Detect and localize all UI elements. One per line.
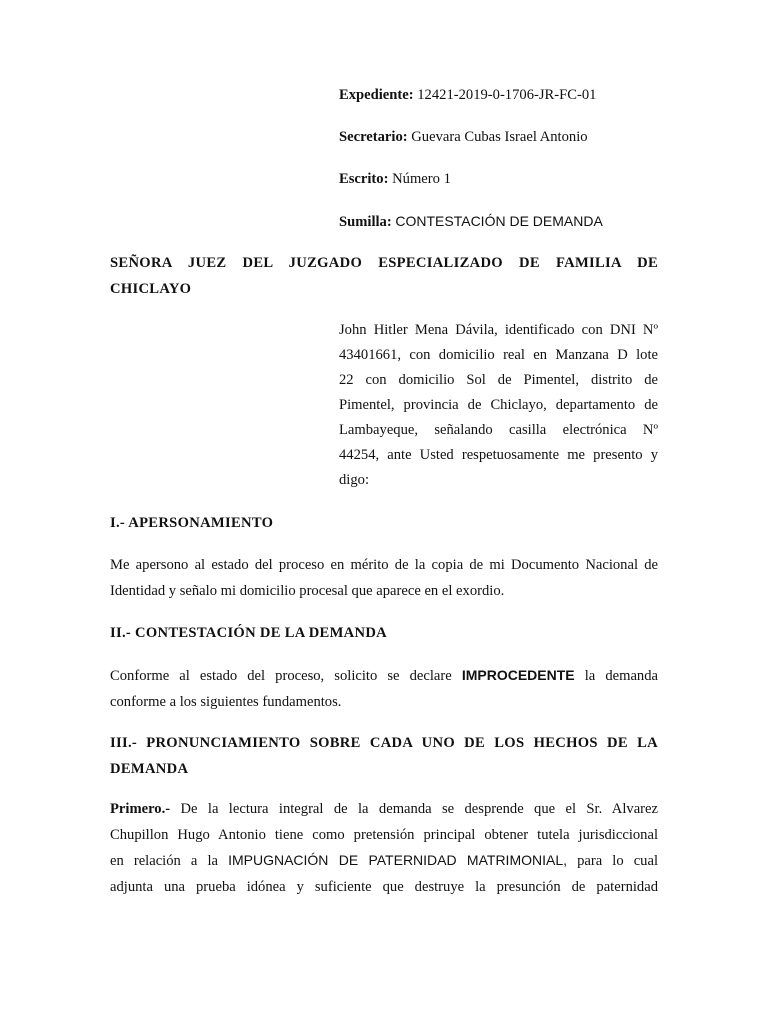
escrito-value: Número 1 xyxy=(392,171,451,187)
sumilla-value: CONTESTACIÓN DE DEMANDA xyxy=(395,213,603,229)
secretario-line xyxy=(339,128,588,146)
expediente-value: 12421-2019-0-1706-JR-FC-01 xyxy=(417,87,597,103)
primero-label: Primero.- xyxy=(110,801,171,817)
impugnacion-emphasis: IMPUGNACIÓN DE PATERNIDAD MATRIMONIAL, xyxy=(228,852,568,868)
sumilla-line xyxy=(339,212,603,231)
addressee-line-1: SEÑORA JUEZ DEL JUZGADO ESPECIALIZADO DE FAMILIA DE xyxy=(110,255,658,271)
expediente-label: Expediente: xyxy=(339,87,414,103)
section-3-line-3 xyxy=(110,848,658,875)
section-2-line-1-post: la demanda xyxy=(584,668,658,684)
section-3-line-1-text: De la lectura integral de la demanda se desprende que el Sr. Alvarez xyxy=(180,801,658,817)
intro-line: Pimentel, provincia de Chiclayo, departamento de xyxy=(339,397,658,413)
section-1-paragraph xyxy=(110,553,658,604)
intro-line: 43401661, con domicilio real en Manzana D lote xyxy=(339,347,658,363)
sumilla-label: Sumilla: xyxy=(339,214,392,230)
section-1-heading: I.- APERSONAMIENTO xyxy=(110,515,274,531)
secretario-label: Secretario: xyxy=(339,129,408,145)
section-1-line-2: Identidad y señalo mi domicilio procesal que aparece en el exordio. xyxy=(110,582,505,599)
section-2-heading: II.- CONTESTACIÓN DE LA DEMANDA xyxy=(110,625,388,641)
intro-line: 44254, ante Usted respetuosamente me presento y xyxy=(339,447,658,463)
intro-line: 22 con domicilio Sol de Pimentel, distrito de xyxy=(339,372,658,388)
section-3-heading-line-1: III.- PRONUNCIAMIENTO SOBRE CADA UNO DE LOS HECHOS DE LA xyxy=(110,735,658,751)
section-1-line-1: Me apersono al estado del proceso en mérito de la copia de mi Documento Nacional de xyxy=(110,557,658,573)
addressee-line-2: CHICLAYO xyxy=(110,280,192,297)
section-3-heading xyxy=(110,731,658,782)
intro-line: digo: xyxy=(339,472,369,488)
section-3-line-4: adjunta una prueba idónea y suficiente que destruye la presunción de paternidad xyxy=(110,878,658,895)
section-2-line-1 xyxy=(110,663,658,690)
section-3-paragraph xyxy=(110,797,658,900)
section-3-line-2: Chupillon Hugo Antonio tiene como pretensión principal obtener tutela jurisdiccional xyxy=(110,826,658,843)
intro-line: Lambayeque, señalando casilla electrónica Nº xyxy=(339,422,658,438)
escrito-line xyxy=(339,170,451,188)
section-3-heading-line-2: DEMANDA xyxy=(110,760,189,777)
section-2-paragraph xyxy=(110,663,658,715)
section-2-line-1-pre: Conforme al estado del proceso, solicito se declare xyxy=(110,668,452,684)
intro-paragraph xyxy=(339,318,658,493)
section-3-line-3-post: para lo cual xyxy=(577,853,658,869)
escrito-label: Escrito: xyxy=(339,171,389,187)
section-2-line-2: conforme a los siguientes fundamentos. xyxy=(110,693,342,710)
expediente-line xyxy=(339,86,596,104)
intro-line: John Hitler Mena Dávila, identificado con DNI Nº xyxy=(339,322,658,338)
addressee xyxy=(110,251,658,302)
secretario-value: Guevara Cubas Israel Antonio xyxy=(411,129,588,145)
improcedente-emphasis: IMPROCEDENTE xyxy=(461,667,575,683)
section-3-line-3-pre: en relación a la xyxy=(110,853,218,869)
section-3-line-1 xyxy=(110,797,658,823)
